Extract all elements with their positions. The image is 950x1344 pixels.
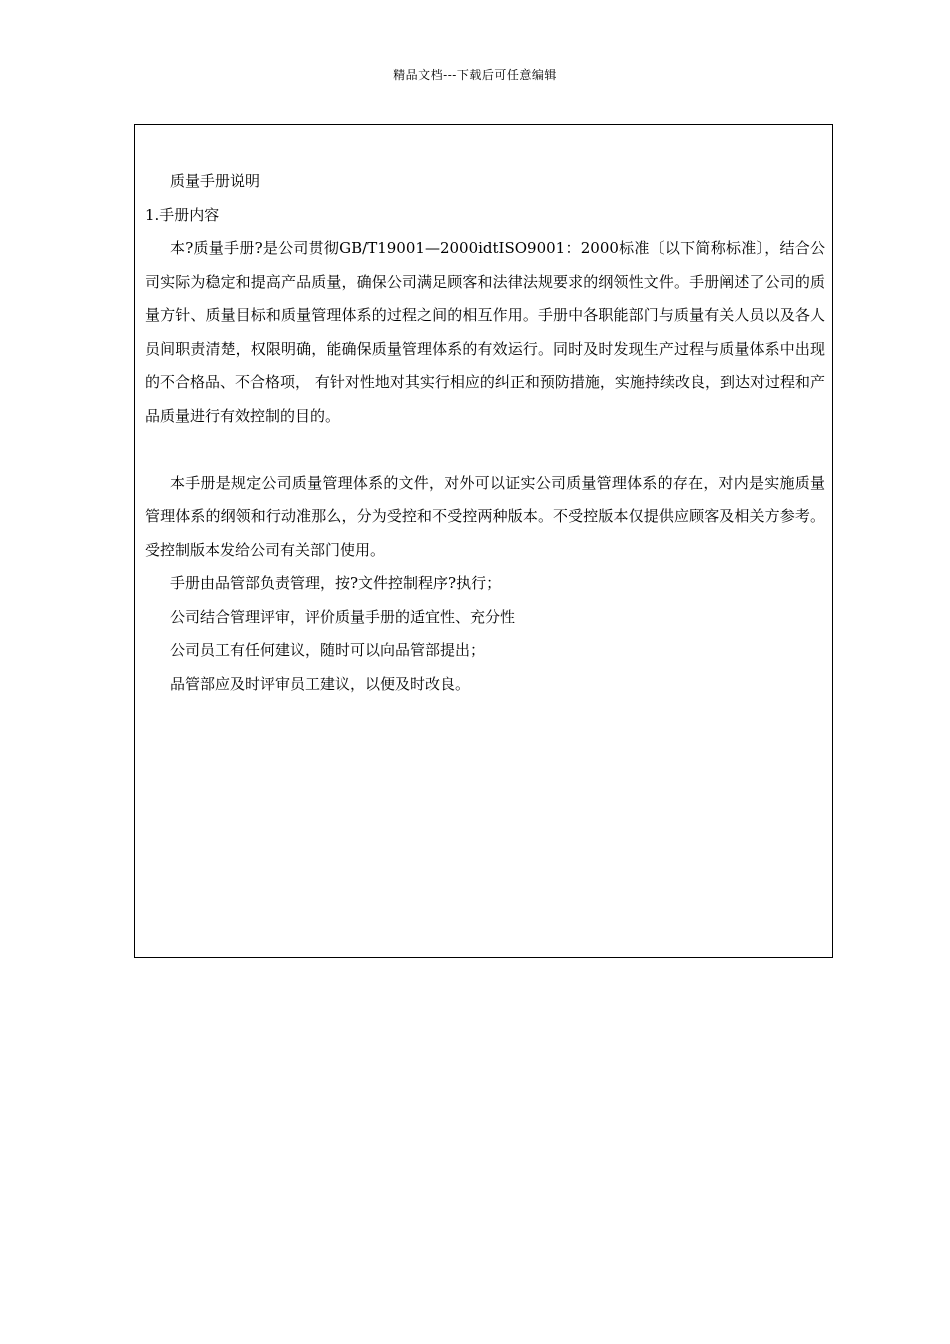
line-suggestion-review: 品管部应及时评审员工建议，以便及时改良。 bbox=[170, 674, 471, 693]
line-management-review: 公司结合管理评审，评价质量手册的适宜性、充分性 bbox=[170, 607, 516, 626]
paragraph-manual-scope: 本手册是规定公司质量管理体系的文件，对外可以证实公司质量管理体系的存在，对内是实施质量管理体系的纲领和行动准那么，分为受控和不受控两种版本。不受控版本仅提供应顾客及相关方参考。受控制版本发给公司有关部门使用。 bbox=[145, 473, 825, 559]
page-header: 精品文档---下载后可任意编辑 bbox=[393, 68, 557, 82]
content-frame bbox=[134, 124, 833, 958]
document-title: 质量手册说明 bbox=[170, 172, 261, 190]
line-manual-management: 手册由品管部负责管理，按?文件控制程序?执行； bbox=[170, 574, 502, 592]
document-body bbox=[145, 165, 825, 701]
line-employee-suggestions: 公司员工有任何建议，随时可以向品管部提出； bbox=[170, 641, 486, 659]
section-heading: 1.手册内容 bbox=[145, 205, 220, 224]
paragraph-spacer bbox=[145, 433, 825, 467]
paragraph-manual-purpose: 本?质量手册?是公司贯彻GB/T19001—2000idtISO9001：2000标准〔以下简称标准〕，结合公司实际为稳定和提高产品质量，确保公司满足顾客和法律法规要求的纲领性文件。手册阐述了公司的质量方针、质量目标和质量管理体系的过程之间的相互作用。手册中各职能部门与质量有关人员以及各人员间职责清楚，权限明确，能确保质量管理体系的有效运行。同时及时发现生产过程与质量体系中出现的不合格品、不合格项， 有针对性地对其实行相应的纠正和预防措施，实施持续改良，到达对过程和产品质量进行有效控制的目的。 bbox=[145, 239, 825, 425]
